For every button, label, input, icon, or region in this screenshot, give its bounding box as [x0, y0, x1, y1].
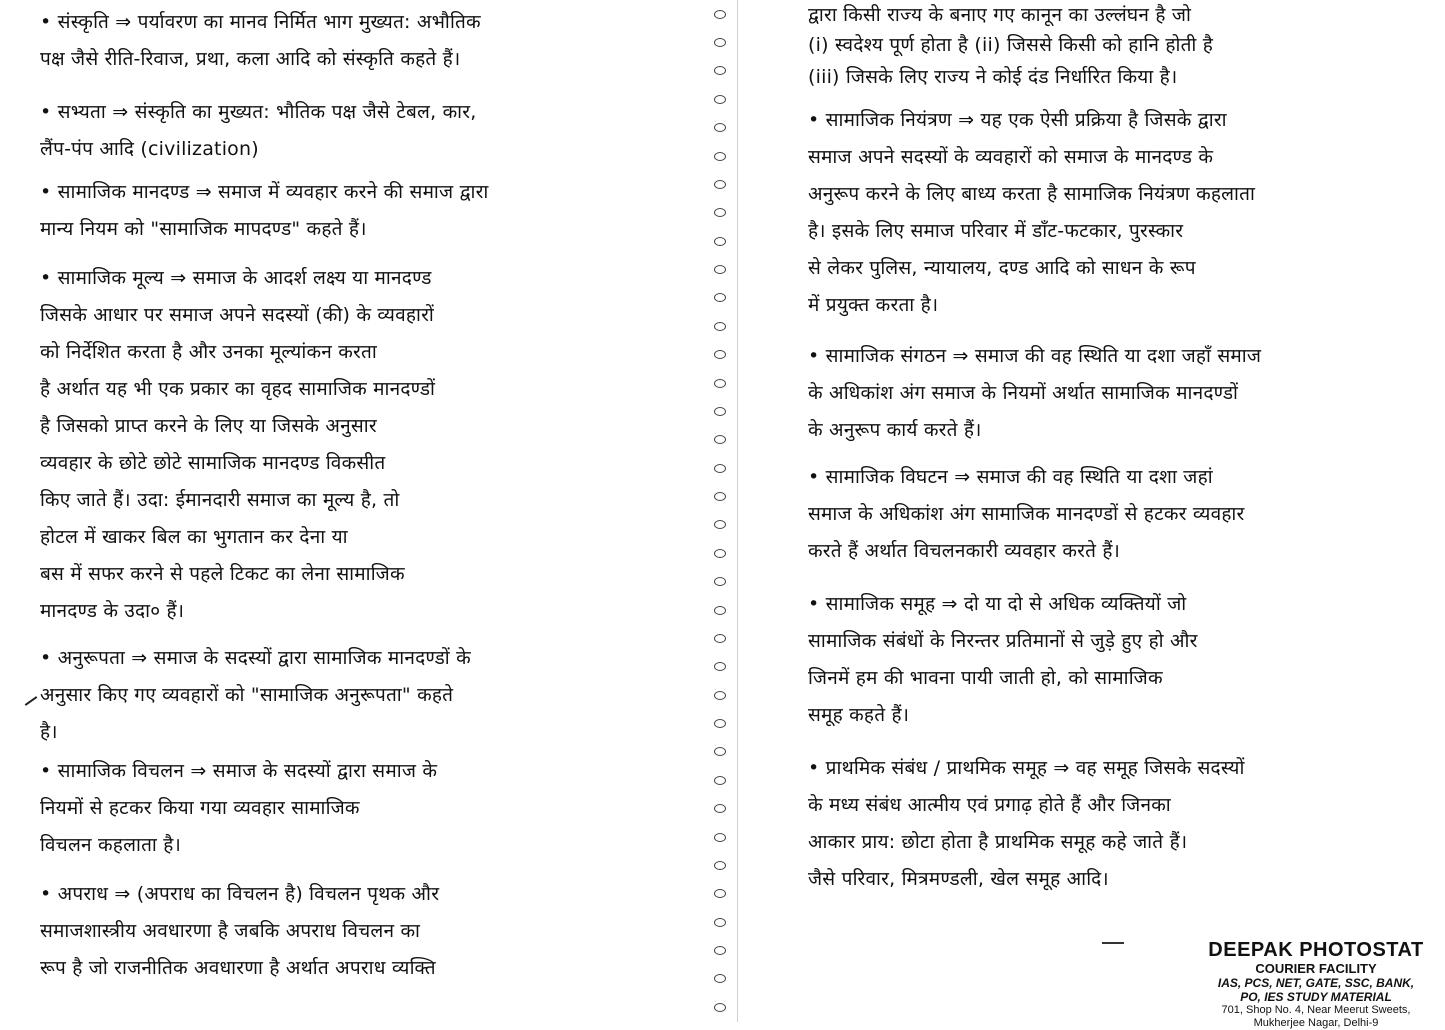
binding-ring	[714, 265, 726, 274]
note-line: करते हैं अर्थात विचलनकारी व्यवहार करते हैं।	[808, 540, 1121, 562]
binding-ring	[714, 293, 726, 302]
stamp-address: 701, Shop No. 4, Near Meerut Sweets,	[1221, 1004, 1411, 1016]
note-line: • सामाजिक विचलन ⇒ समाज के सदस्यों द्वारा समाज के	[40, 760, 438, 782]
note-line: नियमों से हटकर किया गया व्यवहार सामाजिक	[40, 797, 360, 819]
note-samajik-sangathan	[740, 338, 1445, 449]
binding-ring	[714, 577, 726, 586]
note-sanskriti	[0, 4, 700, 78]
note-line: है।	[40, 721, 58, 743]
note-line: मानदण्ड के उदा० हैं।	[40, 600, 185, 622]
note-samajik-mulya	[0, 260, 700, 630]
binding-ring	[714, 435, 726, 444]
note-line: में प्रयुक्त करता है।	[808, 294, 939, 316]
note-line: • सभ्यता ⇒ संस्कृति का मुख्यत: भौतिक पक्ष जैसे टेबल, कार,	[40, 101, 477, 123]
note-line: जिनमें हम की भावना पायी जाती हो, को सामाजिक	[808, 667, 1163, 689]
note-line: के अनुरूप कार्य करते हैं।	[808, 419, 982, 441]
stamp-line: COURIER FACILITY	[1255, 961, 1377, 976]
binding-ring	[714, 407, 726, 416]
note-line: • सामाजिक मानदण्ड ⇒ समाज में व्यवहार करने की समाज द्वारा	[40, 181, 489, 203]
note-line: लैंप-पंप आदि (civilization)	[40, 138, 259, 160]
binding-ring	[714, 520, 726, 529]
note-line: • सामाजिक मूल्य ⇒ समाज के आदर्श लक्ष्य या मानदण्ड	[40, 267, 432, 289]
note-apradh	[0, 876, 700, 987]
note-line: • अनुरूपता ⇒ समाज के सदस्यों द्वारा सामाजिक मानदण्डों के	[40, 647, 471, 669]
note-line: व्यवहार के छोटे छोटे सामाजिक मानदण्ड विकसीत	[40, 452, 386, 474]
note-apradh-continued	[740, 0, 1445, 94]
note-line: अनुसार किए गए व्यवहारों को "सामाजिक अनुरूपता" कहते	[40, 684, 454, 706]
note-line: जिसके आधार पर समाज अपने सदस्यों (की) के व्यवहारों	[40, 304, 434, 326]
binding-ring	[714, 974, 726, 983]
note-anurupata	[0, 640, 700, 751]
stamp-line: IAS, PCS, NET, GATE, SSC, BANK,	[1217, 976, 1415, 990]
note-sabhyata	[0, 94, 700, 168]
note-samajik-vighatan	[740, 459, 1445, 570]
binding-ring	[714, 492, 726, 501]
note-line: • सामाजिक विघटन ⇒ समाज की वह स्थिति या दशा जहां	[808, 466, 1213, 488]
note-line: जैसे परिवार, मित्रमण्डली, खेल समूह आदि।	[808, 868, 1109, 890]
binding-ring	[714, 95, 726, 104]
binding-ring	[714, 237, 726, 246]
note-line: • सामाजिक नियंत्रण ⇒ यह एक ऐसी प्रक्रिया है जिसके द्वारा	[808, 109, 1227, 131]
page-fold-line	[737, 0, 738, 1022]
note-line: रूप है जो राजनीतिक अवधारणा है अर्थात अपराध व्यक्ति	[40, 957, 436, 979]
note-line: को निर्देशित करता है और उनका मूल्यांकन करता	[40, 341, 377, 363]
note-samajik-samuh	[740, 586, 1445, 734]
note-line: पक्ष जैसे रीति-रिवाज, प्रथा, कला आदि को संस्कृति कहते हैं।	[40, 48, 461, 70]
binding-ring	[714, 350, 726, 359]
stamp-address: Mukherjee Nagar, Delhi-9	[1253, 1017, 1379, 1029]
note-line: है अर्थात यह भी एक प्रकार का वृहद सामाजिक मानदण्डों	[40, 378, 436, 400]
note-line: किए जाते हैं। उदा: ईमानदारी समाज का मूल्य है, तो	[40, 489, 400, 511]
note-line: है। इसके लिए समाज परिवार में डाँट-फटकार, पुरस्कार	[808, 220, 1184, 242]
binding-ring	[714, 833, 726, 842]
note-line: • अपराध ⇒ (अपराध का विचलन है) विचलन पृथक और	[40, 883, 440, 905]
binding-ring	[714, 123, 726, 132]
note-line: से लेकर पुलिस, न्यायालय, दण्ड आदि को साधन के रूप	[808, 257, 1196, 279]
note-samajik-vichalan	[0, 753, 700, 864]
binding-ring	[714, 180, 726, 189]
binding-ring	[714, 152, 726, 161]
note-samajik-niyantran	[740, 102, 1445, 324]
binding-ring	[714, 379, 726, 388]
note-line: समाजशास्त्रीय अवधारणा है जबकि अपराध विचलन का	[40, 920, 421, 942]
note-line: • संस्कृति ⇒ पर्यावरण का मानव निर्मित भाग मुख्यत: अभौतिक	[40, 11, 481, 33]
note-line: समूह कहते हैं।	[808, 704, 910, 726]
note-line: मान्य नियम को "सामाजिक मापदण्ड" कहते हैं।	[40, 218, 367, 240]
stamp-shop-name: DEEPAK PHOTOSTAT	[1208, 939, 1424, 961]
note-line: है जिसको प्राप्त करने के लिए या जिसके अनुसार	[40, 415, 377, 437]
note-line: अनुरूप करने के लिए बाध्य करता है सामाजिक नियंत्रण कहलाता	[808, 183, 1256, 205]
note-line: के अधिकांश अंग समाज के नियमों अर्थात सामाजिक मानदण्डों	[808, 382, 1239, 404]
note-prathmik-samuh	[740, 750, 1445, 898]
note-line: विचलन कहलाता है।	[40, 834, 181, 856]
spiral-binding	[700, 0, 740, 1022]
note-line: होटल में खाकर बिल का भुगतान कर देना या	[40, 526, 348, 548]
binding-ring	[714, 861, 726, 870]
binding-ring	[714, 208, 726, 217]
note-line: (i) स्वदेश्य पूर्ण होता है (ii) जिससे किसी को हानि होती है	[808, 34, 1214, 56]
note-line: सामाजिक संबंधों के निरन्तर प्रतिमानों से जुड़े हुए हो और	[808, 630, 1198, 652]
binding-ring	[714, 549, 726, 558]
binding-ring	[714, 719, 726, 728]
right-notebook-page	[740, 0, 1445, 1029]
note-line: • सामाजिक समूह ⇒ दो या दो से अधिक व्यक्तियों जो	[808, 593, 1187, 615]
note-line: द्वारा किसी राज्य के बनाए गए कानून का उल्लंघन है जो	[808, 4, 1192, 26]
stamp-line: PO, IES STUDY MATERIAL	[1240, 990, 1392, 1004]
note-line: समाज अपने सदस्यों के व्यवहारों को समाज के मानदण्ड के	[808, 146, 1214, 168]
binding-ring	[714, 918, 726, 927]
note-line: के मध्य संबंध आत्मीय एवं प्रगाढ़ होते हैं और जिनका	[808, 794, 1171, 816]
binding-ring	[714, 889, 726, 898]
binding-ring	[714, 10, 726, 19]
note-line: आकार प्राय: छोटा होता है प्राथमिक समूह कहे जाते हैं।	[808, 831, 1188, 853]
end-dash-mark	[1102, 942, 1124, 944]
note-line: बस में सफर करने से पहले टिकट का लेना सामाजिक	[40, 563, 405, 585]
binding-ring	[714, 1003, 726, 1012]
left-notebook-page	[0, 0, 700, 1022]
binding-ring	[714, 322, 726, 331]
note-line: • सामाजिक संगठन ⇒ समाज की वह स्थिति या दशा जहाँ समाज	[808, 345, 1262, 367]
note-line: (iii) जिसके लिए राज्य ने कोई दंड निर्धारित किया है।	[808, 66, 1178, 88]
binding-ring	[714, 776, 726, 785]
binding-ring	[714, 66, 726, 75]
binding-ring	[714, 662, 726, 671]
binding-ring	[714, 946, 726, 955]
binding-ring	[714, 691, 726, 700]
note-line: समाज के अधिकांश अंग सामाजिक मानदण्डों से हटकर व्यवहार	[808, 503, 1245, 525]
binding-ring	[714, 634, 726, 643]
binding-ring	[714, 38, 726, 47]
binding-ring	[714, 464, 726, 473]
binding-ring	[714, 747, 726, 756]
note-line: • प्राथमिक संबंध / प्राथमिक समूह ⇒ वह समूह जिसके सदस्यों	[808, 757, 1245, 779]
binding-ring	[714, 606, 726, 615]
photostat-shop-stamp	[1201, 939, 1431, 1030]
note-samajik-mandand	[0, 174, 700, 248]
binding-ring	[714, 804, 726, 813]
